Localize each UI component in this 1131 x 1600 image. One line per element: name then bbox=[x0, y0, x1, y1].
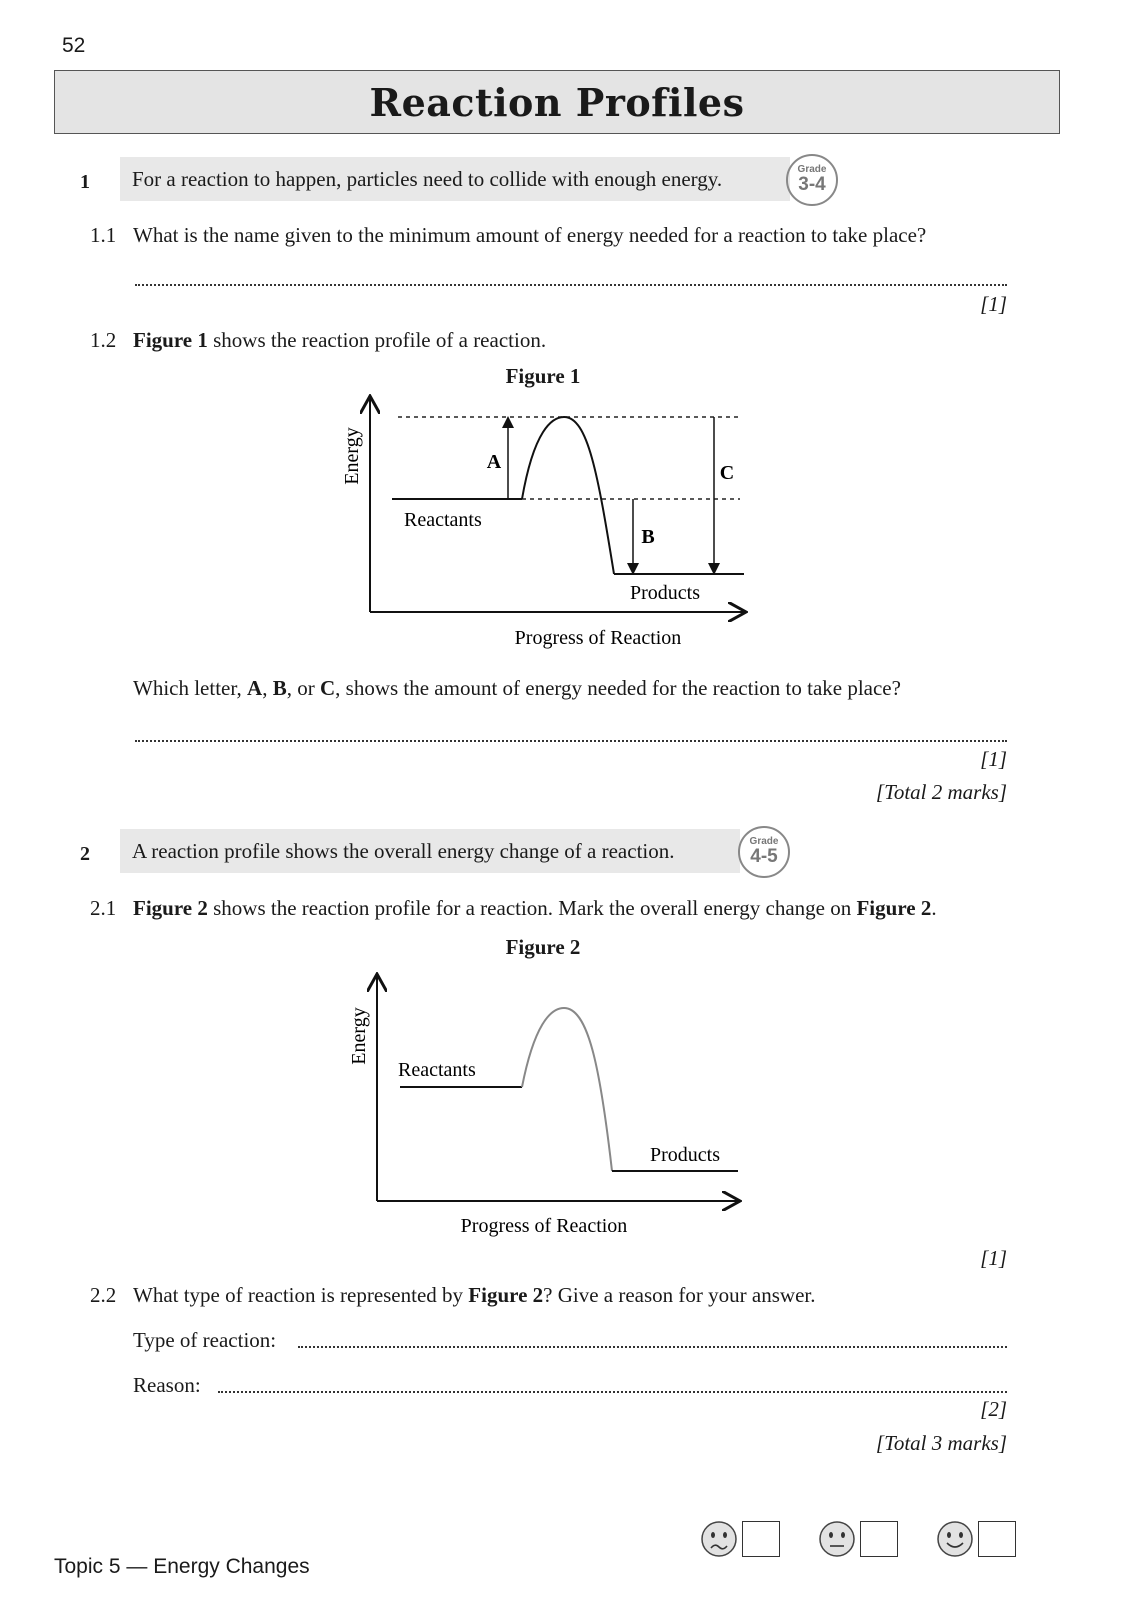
self-assessment-sad bbox=[700, 1520, 780, 1558]
figure-1-ref: Figure 1 bbox=[133, 328, 208, 352]
page-title: Reaction Profiles bbox=[369, 79, 745, 125]
figure-2-x-label: Progress of Reaction bbox=[460, 1215, 628, 1237]
grade-label: Grade bbox=[797, 164, 827, 175]
neutral-face-icon bbox=[818, 1520, 856, 1558]
question-1-1-number: 1.1 bbox=[90, 223, 117, 247]
question-2-intro: A reaction profile shows the overall energy change of a reaction. bbox=[132, 838, 675, 863]
answer-line-1-1[interactable] bbox=[135, 284, 1007, 286]
mark-1-1: [1] bbox=[980, 292, 1007, 316]
q-text-3: , or bbox=[286, 676, 320, 700]
question-1-2-rest: shows the reaction profile of a reaction. bbox=[207, 328, 547, 352]
question-2-2-text bbox=[133, 1283, 815, 1308]
self-assessment-happy bbox=[936, 1520, 1016, 1558]
figure-2-ref-2: Figure 2 bbox=[856, 896, 932, 920]
grade-badge-icon bbox=[786, 154, 838, 206]
reason-answer-line[interactable] bbox=[218, 1391, 1007, 1393]
figure-1-x-label: Progress of Reaction bbox=[514, 627, 682, 649]
self-assessment-neutral bbox=[818, 1520, 898, 1558]
figure-2-ref: Figure 2 bbox=[133, 896, 208, 920]
label-a: A bbox=[486, 451, 502, 473]
footer-topic: Topic 5 — Energy Changes bbox=[54, 1555, 310, 1578]
total-marks-2: [Total 3 marks] bbox=[875, 1431, 1007, 1455]
question-2-1-text bbox=[133, 896, 937, 921]
label-b: B bbox=[641, 526, 655, 548]
figure-1-title: Figure 1 bbox=[505, 364, 581, 388]
question-1-1-text: What is the name given to the minimum amount of energy needed for a reaction to take place? bbox=[133, 223, 927, 247]
q-text-4: , shows the amount of energy needed for the reaction to take place? bbox=[335, 676, 901, 700]
type-of-reaction-label: Type of reaction: bbox=[133, 1328, 277, 1352]
answer-line-1-2[interactable] bbox=[135, 740, 1007, 742]
figure-2-ref-3: Figure 2 bbox=[468, 1283, 544, 1307]
title-banner bbox=[54, 70, 1060, 134]
question-2-1-number: 2.1 bbox=[90, 896, 117, 920]
page-number: 52 bbox=[62, 34, 86, 57]
question-1-2-question bbox=[133, 676, 901, 701]
mark-2-1: [1] bbox=[980, 1246, 1007, 1270]
grade-label: Grade bbox=[749, 836, 779, 847]
question-2-2-number: 2.2 bbox=[90, 1283, 117, 1307]
figure-2-reactants-label: Reactants bbox=[398, 1059, 476, 1081]
q21-text-2: . bbox=[931, 896, 937, 920]
figure-2-products-label: Products bbox=[650, 1144, 720, 1166]
question-1-intro: For a reaction to happen, particles need to collide with enough energy. bbox=[132, 166, 723, 191]
question-1-2-text bbox=[133, 328, 546, 353]
happy-tick-box[interactable] bbox=[978, 1521, 1016, 1557]
mark-2-2: [2] bbox=[980, 1397, 1007, 1421]
energy-curve bbox=[522, 417, 614, 574]
figure-1-y-label: Energy bbox=[341, 427, 363, 485]
figure-1-diagram bbox=[330, 390, 770, 660]
figure-1-products-label: Products bbox=[630, 582, 700, 604]
question-2-number: 2 bbox=[80, 843, 90, 865]
figure-2-title: Figure 2 bbox=[505, 935, 581, 959]
q-text-1: Which letter, bbox=[133, 676, 248, 700]
energy-curve bbox=[522, 1008, 612, 1171]
q-letter-c: C bbox=[319, 676, 336, 700]
grade-badge-icon bbox=[738, 826, 790, 878]
type-of-reaction-answer-line[interactable] bbox=[298, 1346, 1007, 1348]
q22-text-2: ? Give a reason for your answer. bbox=[543, 1283, 816, 1307]
grade-value: 3-4 bbox=[798, 174, 826, 195]
figure-1-reactants-label: Reactants bbox=[404, 509, 482, 531]
q-text-2: , bbox=[262, 676, 273, 700]
neutral-tick-box[interactable] bbox=[860, 1521, 898, 1557]
question-1-intro-box bbox=[120, 157, 790, 201]
label-c: C bbox=[719, 462, 735, 484]
question-2-intro-box bbox=[120, 829, 740, 873]
question-1-number: 1 bbox=[80, 171, 90, 193]
mark-1-2: [1] bbox=[980, 747, 1007, 771]
happy-face-icon bbox=[936, 1520, 974, 1558]
grade-value: 4-5 bbox=[750, 846, 778, 867]
total-marks-1: [Total 2 marks] bbox=[875, 780, 1007, 804]
q-letter-a: A bbox=[247, 676, 263, 700]
q21-text-1: shows the reaction profile for a reaction. Mark the overall energy change on bbox=[207, 896, 857, 920]
q-letter-b: B bbox=[272, 676, 287, 700]
sad-tick-box[interactable] bbox=[742, 1521, 780, 1557]
reason-label: Reason: bbox=[133, 1373, 201, 1397]
sad-face-icon bbox=[700, 1520, 738, 1558]
question-1-2-number: 1.2 bbox=[90, 328, 117, 352]
figure-2-diagram[interactable] bbox=[330, 966, 770, 1246]
q22-text-1: What type of reaction is represented by bbox=[133, 1283, 469, 1307]
figure-2-y-label: Energy bbox=[348, 1007, 370, 1065]
